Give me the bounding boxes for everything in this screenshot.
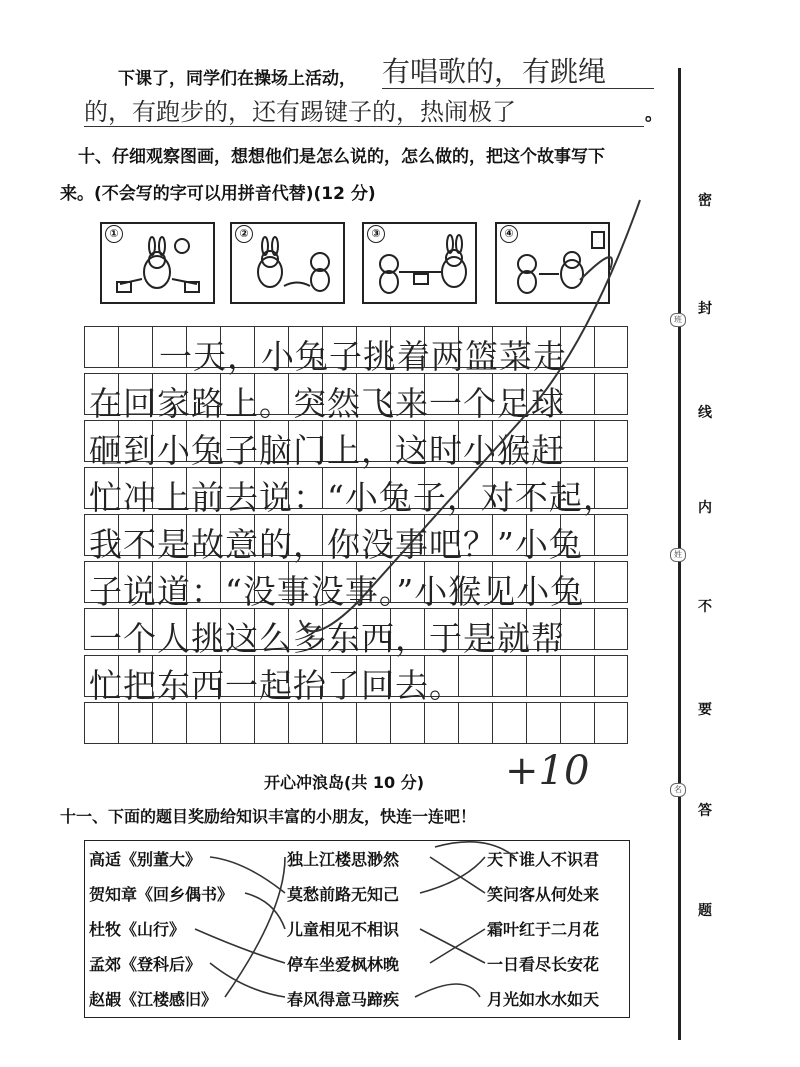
grid-cell	[119, 327, 153, 367]
panel-number: ①	[105, 225, 123, 243]
grid-cell	[561, 656, 595, 696]
intro-printed-text: 下课了，同学们在操场上活动，	[118, 69, 356, 89]
line-item[interactable]: 春风得意马蹄疾	[287, 990, 400, 1009]
grid-cell	[357, 703, 391, 743]
grid-cell	[255, 703, 289, 743]
score-mark: +10	[505, 748, 590, 794]
grid-cell	[527, 703, 561, 743]
panel-number: ③	[367, 225, 385, 243]
teacher-check-mark	[280, 180, 680, 650]
grid-row	[84, 655, 628, 705]
section10-heading-line2: 来。(不会写的字可以用拼音代替)(12 分)	[60, 184, 376, 204]
binding-char: 答	[698, 803, 712, 819]
essay-row-text: 忙把东西一起抬了回去。	[89, 666, 463, 705]
grid-cell	[289, 703, 323, 743]
grid-cell	[561, 703, 595, 743]
essay-row-text: 一天，小兔子挑着两篮菜走	[159, 337, 567, 376]
answer-underline-1	[382, 88, 654, 89]
next-line-item[interactable]: 月光如水水如天	[487, 990, 600, 1009]
binding-char: 内	[698, 500, 712, 516]
picture-panel-1	[100, 222, 215, 304]
grid-cell	[187, 703, 221, 743]
answer-underline-2	[84, 126, 644, 127]
binding-char: 要	[698, 702, 712, 718]
essay-row-text: 砸到小兔子脑门上，这时小猴赶	[89, 431, 565, 470]
essay-row-text: 子说道：“没事没事。”小猴见小兔	[89, 572, 585, 611]
panel-number: ④	[500, 225, 518, 243]
panel-number: ②	[235, 225, 253, 243]
binding-char: 线	[698, 405, 712, 421]
binding-char: 封	[698, 301, 712, 317]
binding-mark: 名	[670, 783, 686, 797]
section11-heading: 十一、下面的题目奖励给知识丰富的小朋友，快连一连吧！	[60, 807, 477, 826]
essay-row-text: 忙冲上前去说：“小兔子，对不起，	[89, 478, 617, 517]
essay-row-text: 我不是故意的，你没事吧？”小兔	[89, 525, 583, 564]
next-line-item[interactable]: 天下谁人不识君	[487, 850, 600, 869]
binding-mark: 班	[670, 313, 686, 327]
section-title: 开心冲浪岛(共 10 分)	[264, 773, 425, 792]
grid-cell	[493, 656, 527, 696]
intro-end-mark: 。	[645, 104, 663, 125]
grid-cell	[493, 703, 527, 743]
poet-item[interactable]: 高适《别董大》	[89, 850, 202, 869]
poet-item[interactable]: 孟郊《登科后》	[89, 955, 202, 974]
grid-cell	[85, 327, 119, 367]
line-item[interactable]: 独上江楼思渺然	[287, 850, 400, 869]
poet-item[interactable]: 杜牧《山行》	[89, 920, 186, 939]
matching-lines	[85, 841, 628, 1016]
grid-cell	[527, 656, 561, 696]
binding-char: 不	[698, 599, 712, 615]
poem-matching-table	[84, 840, 630, 1018]
grid-cell	[221, 703, 255, 743]
binding-mark: 姓	[670, 548, 686, 562]
next-line-item[interactable]: 笑问客从何处来	[487, 885, 600, 904]
grid-cell	[459, 703, 493, 743]
grid-cell	[85, 703, 119, 743]
essay-row-text: 一个人挑这么多东西，于是就帮	[89, 619, 565, 658]
grid-cell	[119, 703, 153, 743]
line-item[interactable]: 停车坐爱枫林晚	[287, 955, 400, 974]
binding-char: 题	[698, 903, 712, 919]
poet-item[interactable]: 贺知章《回乡偶书》	[89, 885, 234, 904]
next-line-item[interactable]: 一日看尽长安花	[487, 955, 600, 974]
grid-cell	[459, 656, 493, 696]
grid-cell	[425, 703, 459, 743]
next-line-item[interactable]: 霜叶红于二月花	[487, 920, 600, 939]
poet-item[interactable]: 赵嘏《江楼感旧》	[89, 990, 218, 1009]
grid-cell	[391, 703, 425, 743]
essay-row-text: 在回家路上。突然飞来一个足球	[89, 384, 565, 423]
intro-handwritten-line2: 的，有跑步的，还有踢键子的，热闹极了	[84, 98, 516, 126]
line-item[interactable]: 莫愁前路无知己	[287, 885, 400, 904]
line-item[interactable]: 儿童相见不相识	[287, 920, 400, 939]
grid-row	[84, 702, 628, 744]
grid-cell	[323, 703, 357, 743]
grid-cell	[153, 703, 187, 743]
binding-char: 密	[698, 193, 712, 209]
intro-handwritten-line1: 有唱歌的，有跳绳	[382, 55, 607, 88]
section10-heading-line1: 十、仔细观察图画，想想他们是怎么说的，怎么做的，把这个故事写下	[78, 147, 605, 167]
